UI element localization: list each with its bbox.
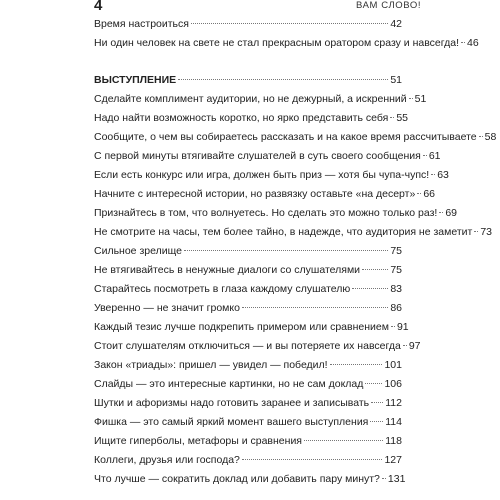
dot-leader — [431, 174, 435, 175]
toc-entry — [94, 321, 409, 340]
toc-entry — [94, 93, 427, 112]
toc-entry-title: Сделайте комплимент аудитории, но не дежурный, а искренний — [94, 93, 407, 105]
dot-leader — [242, 307, 388, 308]
toc-entry-page: 42 — [390, 18, 402, 30]
dot-leader — [362, 269, 388, 270]
dot-leader — [423, 155, 427, 156]
dot-leader — [352, 288, 388, 289]
dot-leader — [461, 42, 465, 43]
toc-entry — [94, 283, 402, 302]
toc-entry — [94, 169, 449, 188]
toc-entry-title: Надо найти возможность коротко, но ярко представить себя — [94, 112, 389, 124]
toc-entry-title: Слайды — это интересные картинки, но не сам доклад — [94, 378, 364, 390]
running-head: ВАМ СЛОВО! — [356, 0, 422, 11]
dot-leader — [403, 345, 407, 346]
toc-entry — [94, 378, 402, 397]
toc-entry — [94, 454, 402, 473]
dot-leader — [330, 364, 383, 365]
dot-leader — [370, 421, 383, 422]
toc-entry-page: 63 — [437, 169, 449, 181]
toc-entry-page: 46 — [467, 37, 479, 49]
toc-entry — [94, 302, 402, 321]
toc-entry-page: 118 — [385, 435, 402, 447]
toc-entry — [94, 112, 409, 131]
toc-entry-page: 51 — [414, 93, 427, 105]
dot-leader — [439, 212, 443, 213]
toc-section-heading — [94, 74, 402, 93]
page-number: 4 — [94, 0, 103, 14]
toc-entry — [94, 245, 402, 264]
toc-entry-page: 101 — [384, 359, 402, 371]
dot-leader — [409, 98, 413, 99]
toc-entry-title: Если есть конкурс или игра, должен быть приз — хотя бы чупа-чупс! — [94, 169, 430, 181]
toc-entry-title: Сообщите, о чем вы собираетесь рассказать и на какое время рассчитываете — [94, 131, 477, 143]
toc-entry — [94, 207, 458, 226]
toc-entry-title: Ищите гиперболы, метафоры и сравнения — [94, 435, 302, 447]
toc-entry — [94, 150, 441, 169]
toc-entry-page: 86 — [390, 302, 402, 314]
toc-entry-title: Время настроиться — [94, 18, 189, 30]
dot-leader — [191, 23, 388, 24]
toc-entry-page: 55 — [396, 112, 409, 124]
toc-entry-title: Ни один человек на свете не стал прекрасным оратором сразу и навсегда! — [94, 37, 460, 49]
toc-entry — [94, 435, 402, 454]
toc-entry-title: Коллеги, друзья или господа? — [94, 454, 240, 466]
toc-entry-page: 75 — [390, 245, 402, 257]
dot-leader — [304, 440, 383, 441]
dot-leader — [178, 79, 388, 80]
toc-entry-title: Каждый тезис лучше подкрепить примером или сравнением — [94, 321, 389, 333]
dot-leader — [371, 402, 383, 403]
toc-entry-page: 112 — [385, 397, 402, 409]
section-page: 51 — [390, 74, 402, 86]
toc-entry-title: Что лучше — сократить доклад или добавить пару минут? — [94, 473, 380, 485]
dot-leader — [474, 231, 478, 232]
toc-entry-page: 66 — [423, 188, 435, 200]
toc-entry-title: Сильное зрелище — [94, 245, 182, 257]
toc-entry — [94, 37, 479, 56]
toc-entry-page: 106 — [384, 378, 402, 390]
section-gap — [94, 56, 402, 74]
toc-entry-title: Закон «триады»: пришел — увидел — победил! — [94, 359, 328, 371]
dot-leader — [242, 459, 383, 460]
toc-entry-title: Не смотрите на часы, тем более тайно, в надежде, что аудитория не заметит — [94, 226, 473, 238]
toc-entry — [94, 397, 402, 416]
dot-leader — [184, 250, 388, 251]
toc-entry — [94, 18, 402, 37]
toc-entry — [94, 340, 421, 359]
toc-entry — [94, 359, 402, 378]
toc-entry-page: 97 — [408, 340, 421, 352]
toc-entry-page: 61 — [428, 150, 441, 162]
toc-entry — [94, 188, 435, 207]
dot-leader — [390, 117, 394, 118]
toc-entry-title: Уверенно — не значит громко — [94, 302, 240, 314]
toc-entry-page: 73 — [480, 226, 493, 238]
toc-entry-page: 114 — [385, 416, 402, 428]
toc-entry-page: 127 — [384, 454, 402, 466]
toc-entry-page: 75 — [390, 264, 402, 276]
toc-entry — [94, 473, 406, 492]
toc-entry-page: 58 — [484, 131, 497, 143]
toc-entry-title: Фишка — это самый яркий момент вашего выступления — [94, 416, 369, 428]
toc-entry-page: 69 — [445, 207, 458, 219]
toc-entry-page: 83 — [390, 283, 402, 295]
toc-entry — [94, 416, 402, 435]
dot-leader — [365, 383, 382, 384]
toc-entry-page: 131 — [387, 473, 406, 485]
toc-entry — [94, 131, 497, 150]
dot-leader — [391, 326, 395, 327]
dot-leader — [382, 478, 386, 479]
table-of-contents — [94, 18, 497, 492]
toc-entry-title: Старайтесь посмотреть в глаза каждому слушателю — [94, 283, 351, 295]
toc-entry-title: Стоит слушателям отключиться — и вы потеряете их навсегда — [94, 340, 401, 352]
toc-entries — [94, 93, 497, 492]
toc-entry-page: 91 — [396, 321, 409, 333]
dot-leader — [417, 193, 421, 194]
toc-entry — [94, 226, 493, 245]
toc-entry-title: Признайтесь в том, что волнуетесь. Но сделать это можно только раз! — [94, 207, 438, 219]
toc-entry — [94, 264, 402, 283]
toc-entry-title: Шутки и афоризмы надо готовить заранее и записывать — [94, 397, 370, 409]
toc-entry-title: Не втягивайтесь в ненужные диалоги со слушателями — [94, 264, 361, 276]
dot-leader — [479, 136, 483, 137]
toc-entry-title: Начните с интересной истории, но развязку оставьте «на десерт» — [94, 188, 416, 200]
section-title: ВЫСТУПЛЕНИЕ — [94, 74, 177, 86]
toc-entry-title: С первой минуты втягивайте слушателей в суть своего сообщения — [94, 150, 421, 162]
